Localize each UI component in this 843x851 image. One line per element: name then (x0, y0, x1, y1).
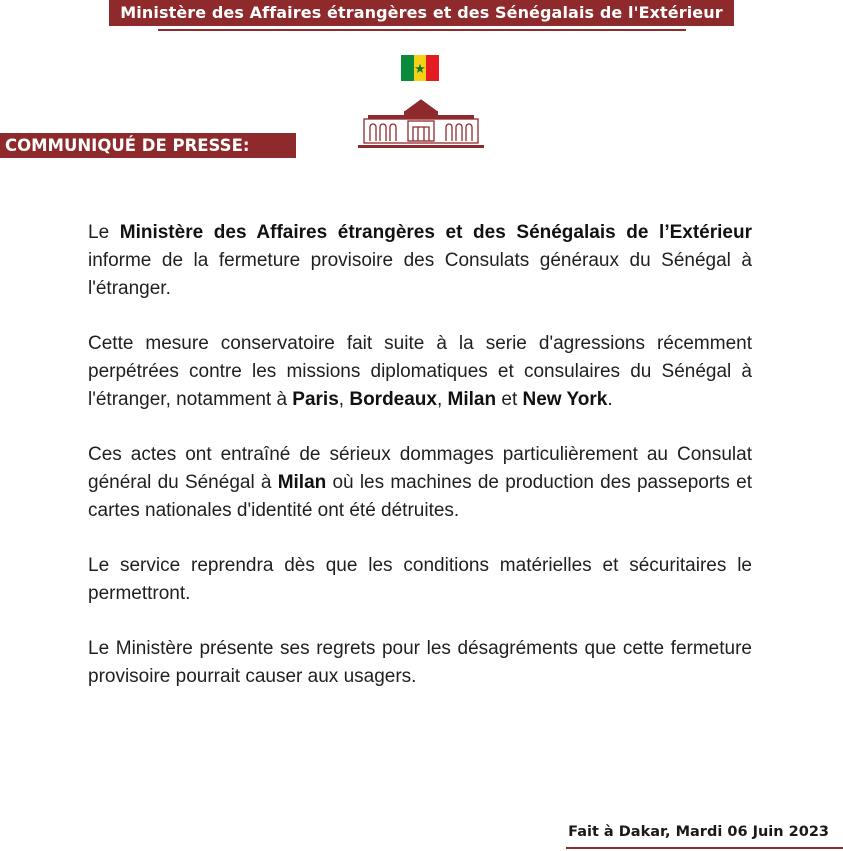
text-run: Le (88, 222, 120, 243)
footer-divider (566, 847, 843, 849)
ministry-name: Ministère des Affaires étrangères et des Sénégalais de l’Extérieur (119, 222, 752, 243)
text-run: Le Ministère présente ses regrets pour les désagréments que cette fermeture provisoire pourrait causer aux usagers. (88, 638, 752, 687)
city-bordeaux: Bordeaux (349, 389, 437, 410)
text-run: Ces actes ont entraîné de sérieux dommages particulièrement au Consulat général du Sénégal à (88, 444, 752, 493)
paragraph-reason (88, 330, 752, 414)
text-run: Cette mesure conservatoire fait suite à la serie d'agressions récemment perpétrées contre les missions diplomatiques et consulaires du Sénégal à l'étranger, notamment à (88, 333, 752, 410)
senegal-flag-icon: ★ (401, 55, 439, 81)
city-milan: Milan (277, 472, 327, 493)
text-run: où les machines de production des passeports et cartes nationales d'identité ont été détruites. (88, 472, 752, 521)
city-milan: Milan (447, 389, 497, 410)
text-run: informe de la fermeture provisoire des Consulats généraux du Sénégal à l'étranger. (88, 250, 752, 299)
text-run: . (607, 389, 613, 410)
signature-date-line: Fait à Dakar, Mardi 06 Juin 2023 (568, 824, 829, 840)
header-divider (158, 29, 686, 31)
paragraph-damages (88, 441, 752, 525)
ministry-building-icon (358, 95, 484, 151)
text-run: et (496, 389, 523, 410)
paragraph-announcement (88, 219, 752, 303)
city-new-york: New York (522, 389, 608, 410)
communique-body (88, 219, 752, 718)
paragraph-regrets (88, 635, 752, 691)
press-release-label: COMMUNIQUÉ DE PRESSE: (0, 133, 296, 158)
text-run: , (436, 389, 448, 410)
text-run: Le service reprendra dès que les conditions matérielles et sécuritaires le permettront. (88, 555, 752, 604)
paragraph-resumption (88, 552, 752, 608)
city-paris: Paris (292, 389, 339, 410)
text-run: , (338, 389, 350, 410)
ministry-header-banner: Ministère des Affaires étrangères et des Sénégalais de l'Extérieur (109, 0, 734, 26)
